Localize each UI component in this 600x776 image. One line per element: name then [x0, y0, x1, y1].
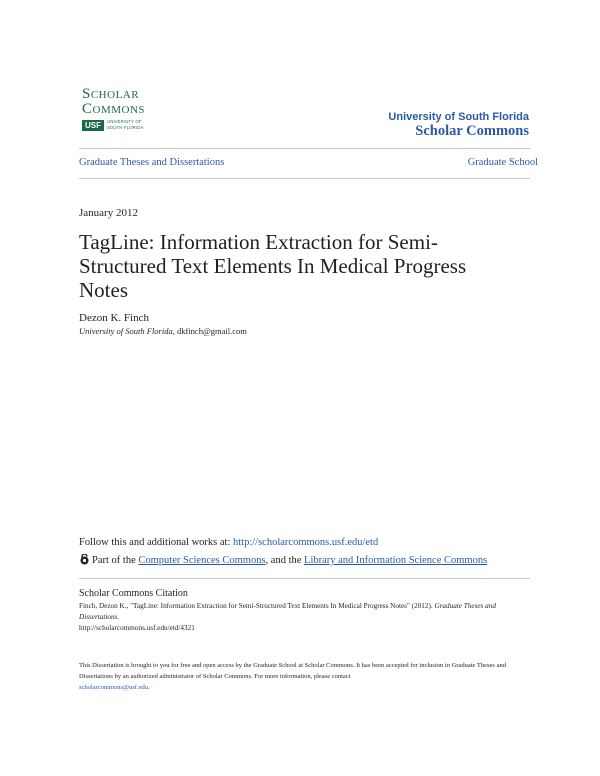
header-divider-top — [79, 148, 530, 149]
library-science-commons-link[interactable]: Library and Information Science Commons — [304, 555, 488, 566]
citation-heading: Scholar Commons Citation — [79, 588, 188, 599]
document-date: January 2012 — [79, 207, 138, 219]
header-repository[interactable]: Scholar Commons — [415, 123, 529, 139]
citation-body — [79, 601, 529, 634]
part-of-prefix: Part of the — [92, 555, 139, 566]
header-university[interactable]: University of South Florida — [388, 111, 529, 123]
follow-line — [79, 537, 378, 548]
scholar-commons-logo[interactable] — [82, 86, 162, 136]
affiliation-institution: University of South Florida — [79, 326, 173, 336]
header-divider-bottom — [79, 178, 530, 179]
footer-end: . — [148, 684, 150, 691]
document-author: Dezon K. Finch — [79, 312, 149, 324]
nav-graduate-school-link[interactable]: Graduate School — [467, 157, 538, 168]
follow-prefix: Follow this and additional works at: — [79, 537, 233, 548]
footer-notice — [79, 660, 524, 693]
citation-series: Graduate Theses and Dissertations. — [79, 602, 496, 621]
logo-usf-subtitle — [107, 119, 159, 131]
logo-scholar-text: Scholar — [82, 86, 140, 102]
logo-commons-text: Commons — [82, 101, 146, 117]
follow-url-link[interactable]: http://scholarcommons.usf.edu/etd — [233, 537, 379, 548]
document-title: TagLine: Information Extraction for Semi-Structured Text Elements In Medical Progress Notes — [79, 230, 467, 302]
part-of-middle: , and the — [265, 555, 305, 566]
footer-email-link[interactable]: scholarcommons@usf.edu — [79, 684, 148, 691]
open-access-icon — [79, 554, 90, 568]
citation-url: http://scholarcommons.usf.edu/etd/4321 — [79, 624, 195, 632]
document-affiliation — [79, 326, 247, 336]
logo-usf-sub-line1: UNIVERSITY OF — [107, 119, 142, 124]
citation-text: Finch, Dezon K., "TagLine: Information Extraction for Semi-Structured Text Elements In Medical Progress Notes" (2012). — [79, 602, 435, 610]
computer-sciences-commons-link[interactable]: Computer Sciences Commons — [138, 555, 266, 566]
part-of-line — [79, 554, 487, 568]
citation-divider — [79, 578, 530, 579]
logo-usf-sub-line2: SOUTH FLORIDA — [107, 125, 144, 130]
logo-usf-badge: USF — [82, 120, 104, 131]
affiliation-email: , dkfinch@gmail.com — [172, 326, 247, 336]
nav-graduate-theses-link[interactable]: Graduate Theses and Dissertations — [79, 157, 225, 168]
footer-text: This Dissertation is brought to you for free and open access by the Graduate School at Scholar Commons. It has been accepted for inclusion in Graduate Theses and Dissertations by an authorized administrator of Scholar Commons. For more information, please contact — [79, 662, 506, 680]
